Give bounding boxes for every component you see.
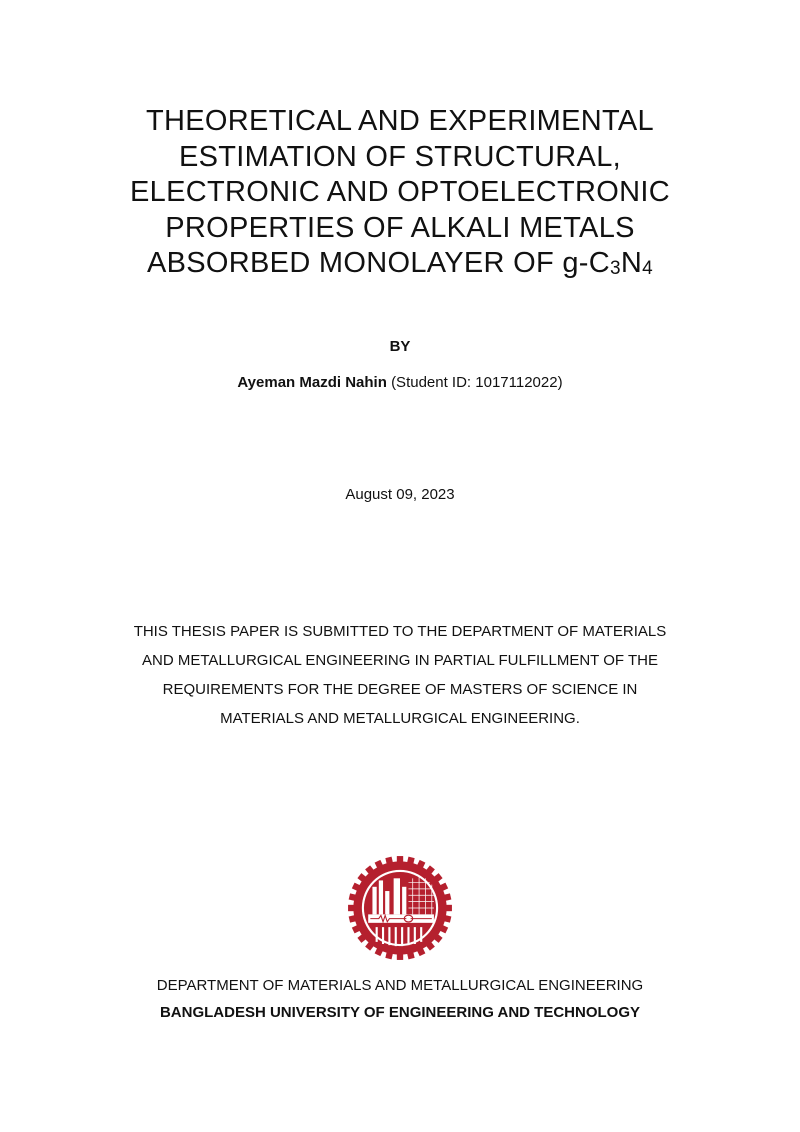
submission-statement: [0, 617, 800, 733]
title-line: PROPERTIES OF ALKALI METALS: [165, 211, 635, 244]
by-label: BY: [389, 338, 411, 355]
author-name: Ayeman Mazdi Nahin: [237, 374, 387, 391]
thesis-title: [0, 104, 800, 282]
statement-line: AND METALLURGICAL ENGINEERING IN PARTIAL FULFILLMENT OF THE: [142, 652, 658, 669]
student-id: (Student ID: 1017112022): [391, 374, 563, 391]
title-line: ELECTRONIC AND OPTOELECTRONIC: [130, 176, 670, 208]
title-line: ESTIMATION OF STRUCTURAL,: [179, 140, 621, 173]
subscript-4: 4: [642, 258, 653, 279]
subscript-3: 3: [610, 258, 621, 279]
statement-line: REQUIREMENTS FOR THE DEGREE OF MASTERS OF SCIENCE IN: [162, 681, 638, 698]
title-n: N: [620, 247, 643, 279]
statement-line: MATERIALS AND METALLURGICAL ENGINEERING.: [220, 710, 580, 727]
author-line: [0, 374, 800, 391]
department-name: DEPARTMENT OF MATERIALS AND METALLURGICAL ENGINEERING: [156, 977, 644, 994]
title-line-last: [0, 246, 800, 282]
title-line: THEORETICAL AND EXPERIMENTAL: [146, 105, 654, 137]
statement-line: THIS THESIS PAPER IS SUBMITTED TO THE DEPARTMENT OF MATERIALS: [133, 623, 667, 640]
title-last-text: ABSORBED MONOLAYER OF g-C: [147, 247, 610, 279]
university-gear-emblem-icon: [347, 855, 453, 961]
submission-date: August 09, 2023: [345, 486, 455, 503]
university-name: BANGLADESH UNIVERSITY OF ENGINEERING AND TECHNOLOGY: [159, 1004, 641, 1021]
